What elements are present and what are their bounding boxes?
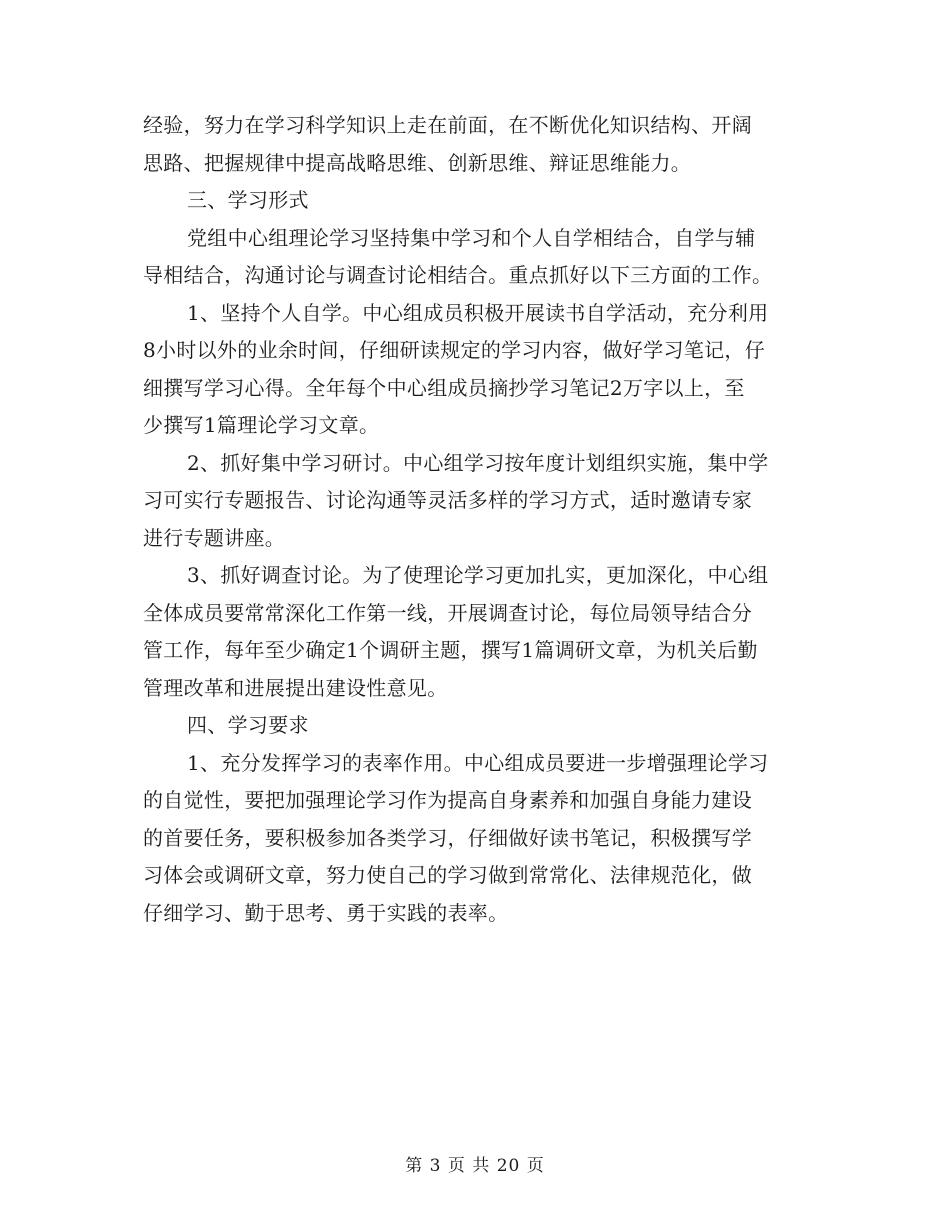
text-line: 党组中心组理论学习坚持集中学习和个人自学相结合，自学与辅 bbox=[187, 225, 756, 250]
text-line: 进行专题讲座。 bbox=[143, 525, 286, 550]
text-line: 管理改革和进展提出建设性意见。 bbox=[143, 675, 448, 700]
page-number-footer: 第 3 页 共 20 页 bbox=[405, 1156, 545, 1176]
text-line: 导相结合，沟通讨论与调查讨论相结合。重点抓好以下三方面的工作。 bbox=[143, 263, 773, 287]
text-line: 全体成员要常常深化工作第一线，开展调查讨论，每位局领导结合分 bbox=[143, 600, 752, 625]
text-line: 8小时以外的业余时间，仔细研读规定的学习内容，做好学习笔记，仔 bbox=[143, 338, 766, 362]
text-line: 1、坚持个人自学。中心组成员积极开展读书自学活动，充分利用 bbox=[187, 300, 769, 325]
text-line: 习体会或调研文章，努力使自己的学习做到常常化、法律规范化，做 bbox=[143, 863, 752, 887]
document-body bbox=[143, 107, 811, 932]
text-line: 思路、把握规律中提高战略思维、创新思维、辩证思维能力。 bbox=[143, 150, 692, 175]
text-line: 经验，努力在学习科学知识上走在前面，在不断优化知识结构、开阔 bbox=[143, 113, 752, 137]
text-line: 四、学习要求 bbox=[187, 713, 309, 737]
text-line: 仔细学习、勤于思考、勇于实践的表率。 bbox=[143, 900, 509, 925]
text-line: 的首要任务，要积极参加各类学习，仔细做好读书笔记，积极撰写学 bbox=[143, 825, 752, 850]
text-line: 1、充分发挥学习的表率作用。中心组成员要进一步增强理论学习 bbox=[187, 750, 769, 775]
text-line: 细撰写学习心得。全年每个中心组成员摘抄学习笔记2万字以上，至 bbox=[143, 375, 745, 400]
text-line: 管工作，每年至少确定1个调研主题，撰写1篇调研文章，为机关后勤 bbox=[143, 638, 758, 662]
text-line: 3、抓好调查讨论。为了使理论学习更加扎实，更加深化，中心组 bbox=[187, 563, 769, 587]
text-line: 少撰写1篇理论学习文章。 bbox=[143, 413, 380, 437]
text-line: 三、学习形式 bbox=[187, 188, 309, 212]
text-line: 的自觉性，要把加强理论学习作为提高自身素养和加强自身能力建设 bbox=[143, 788, 752, 812]
text-line: 习可实行专题报告、讨论沟通等灵活多样的学习方式，适时邀请专家 bbox=[143, 488, 752, 512]
text-line: 2、抓好集中学习研讨。中心组学习按年度计划组织实施，集中学 bbox=[187, 450, 769, 475]
